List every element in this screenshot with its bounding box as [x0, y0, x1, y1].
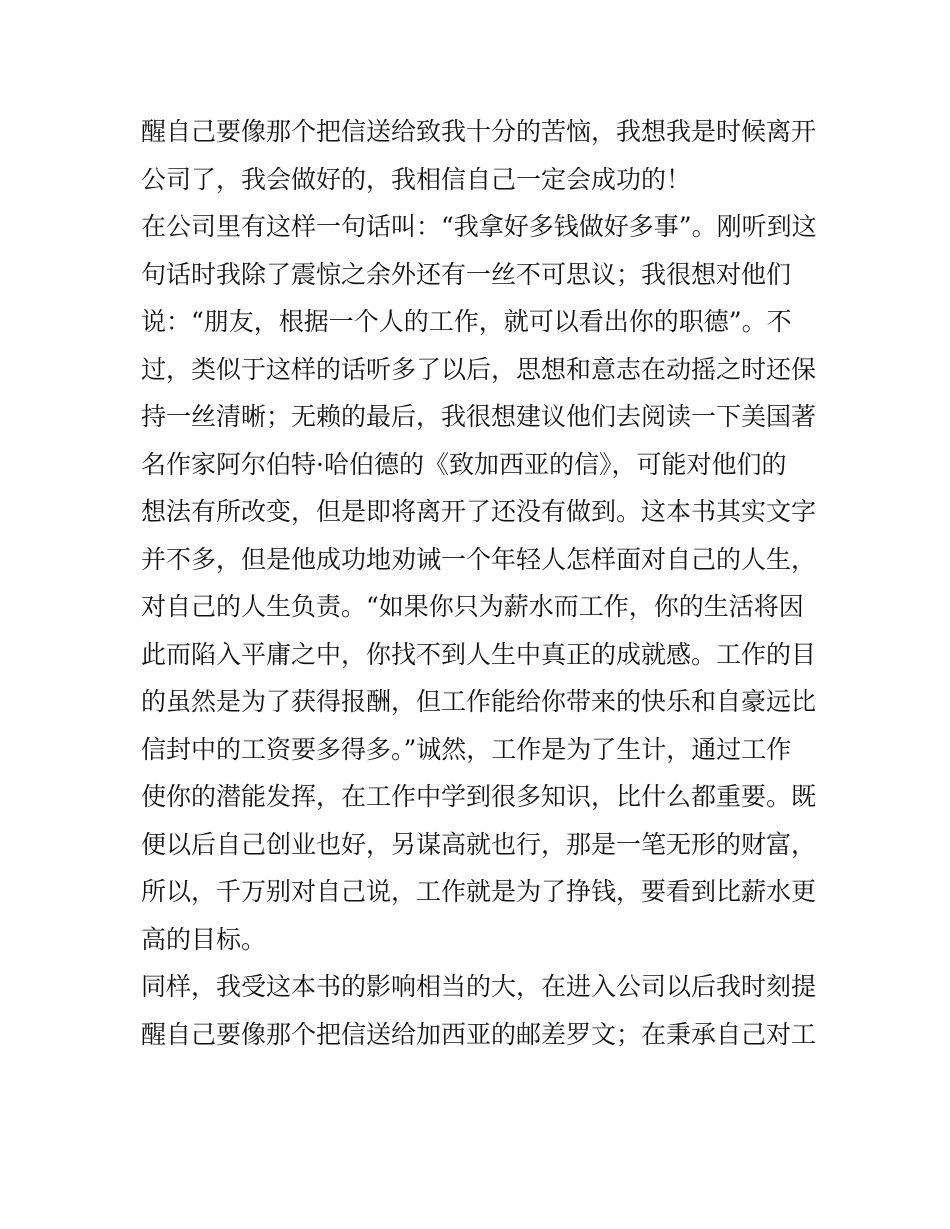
text-line: 使你的潜能发挥，在工作中学到很多知识，比什么都重要。既: [141, 782, 817, 811]
paragraph-3: [141, 963, 821, 1058]
text-line: 此而陷入平庸之中，你找不到人生中真正的成就感。工作的目: [141, 639, 817, 669]
text-line: 便以后自己创业也好，另谋高就也行，那是一笔无形的财富，: [141, 829, 817, 859]
text-line: 过，类似于这样的话听多了以后，思想和意志在动摇之时还保: [141, 354, 817, 384]
text-line: 名作家阿尔伯特·哈伯德的《致加西亚的信》，可能对他们的: [141, 449, 787, 479]
text-line: 持一丝清晰；无赖的最后，我很想建议他们去阅读一下美国著: [141, 402, 817, 431]
text-line: 醒自己要像那个把信送给致我十分的苦恼，我想我是时候离开: [141, 117, 817, 146]
text-line: 并不多，但是他成功地劝诫一个年轻人怎样面对自己的人生，: [141, 544, 817, 574]
text-line: 对自己的人生负责。“如果你只为薪水而工作，你的生活将因: [141, 592, 804, 621]
text-line: 公司了，我会做好的，我相信自己一定会成功的！: [141, 164, 692, 194]
body-text: [141, 108, 821, 1058]
text-line: 醒自己要像那个把信送给加西亚的邮差罗文；在秉承自己对工: [141, 1019, 817, 1049]
text-line: 想法有所改变，但是即将离开了还没有做到。这本书其实文字: [141, 497, 817, 526]
text-line: 句话时我除了震惊之余外还有一丝不可思议；我很想对他们: [141, 259, 792, 289]
text-line: 同样，我受这本书的影响相当的大，在进入公司以后我时刻提: [141, 972, 817, 1001]
paragraph-1: [141, 108, 821, 203]
text-line: 信封中的工资要多得多。”诚然，工作是为了生计，通过工作: [141, 734, 792, 764]
text-line: 说：“朋友，根据一个人的工作，就可以看出你的职德”。不: [141, 307, 792, 336]
text-line: 在公司里有这样一句话叫：“我拿好多钱做好多事”。刚听到这: [141, 212, 817, 241]
text-line: 的虽然是为了获得报酬，但工作能给你带来的快乐和自豪远比: [141, 687, 817, 716]
text-line: 所以，千万别对自己说，工作就是为了挣钱，要看到比薪水更: [141, 877, 817, 906]
paragraph-2: [141, 203, 821, 963]
text-line: 高的目标。: [141, 924, 267, 954]
